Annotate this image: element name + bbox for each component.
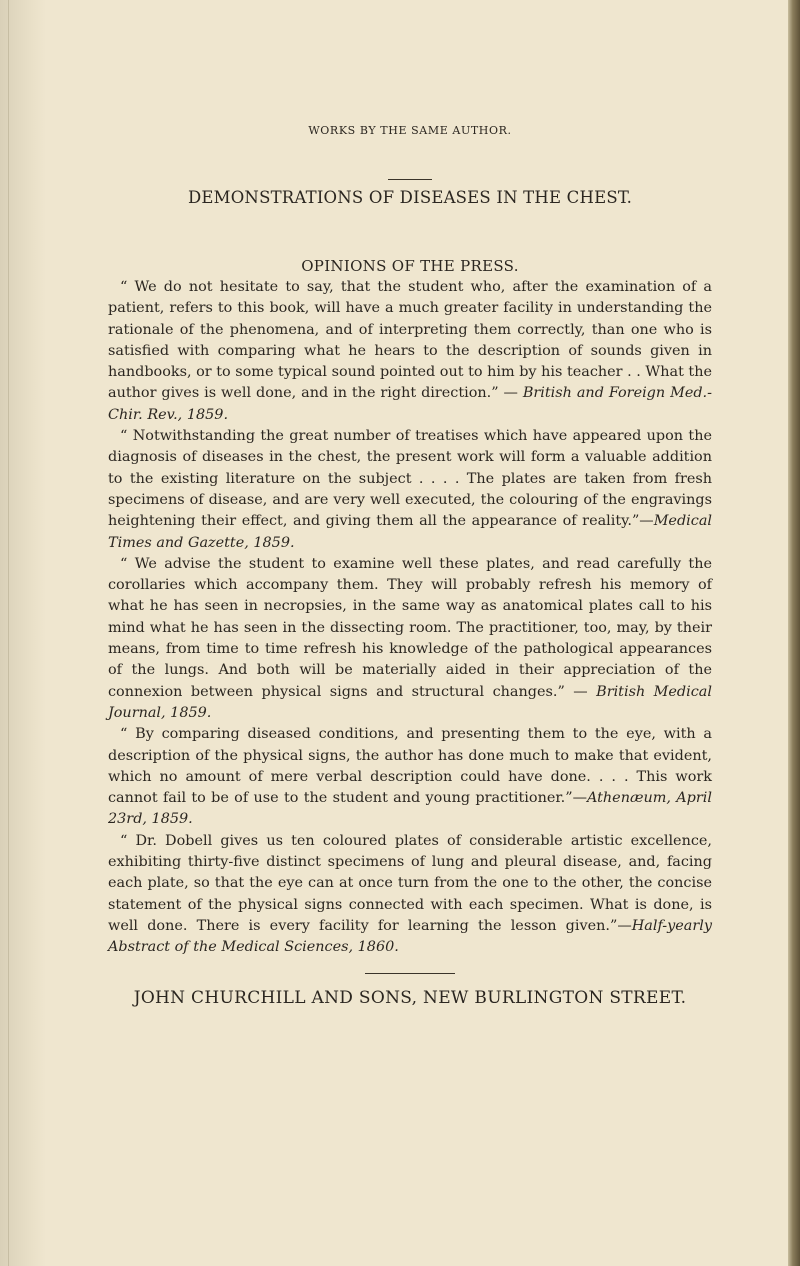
page-edge-left: [0, 0, 46, 1266]
review-3: [108, 554, 712, 724]
review-source: Medical Times and Gazette, 1859.: [108, 513, 712, 551]
publisher-imprint: JOHN CHURCHILL AND SONS, NEW BURLINGTON STREET.: [133, 987, 687, 1008]
footer-rule: [365, 973, 455, 974]
review-text: “ By comparing diseased conditions, and presenting them to the eye, with a description of the physical signs, the author has done much to make that evident, which no amount of mere verbal description could have done. . . . This work cannot fail to be of use to the student and young practitioner.”—: [108, 726, 712, 807]
review-text: “ We advise the student to examine well these plates, and read carefully the corollaries which accompany them. They will probably refresh his memory of what he has seen in necropsies, in the same way as anatomical plates call to his mind what he has seen in the dissecting room. The practitioner, too, may, by their means, from time to time refresh his knowledge of the pathological appearances of the lungs. And both will be materially aided in their appreciation of the connexion between physical signs and structural changes.” —: [108, 555, 712, 700]
page-content: [108, 124, 712, 1008]
running-header: WORKS BY THE SAME AUTHOR.: [308, 124, 512, 137]
review-source: British and Foreign Med.-Chir. Rev., 1859.: [108, 385, 712, 423]
header-rule: [388, 179, 432, 180]
review-source: Half-yearly Abstract of the Medical Sciences, 1860.: [108, 917, 712, 956]
review-source: Athenæum, April 23rd, 1859.: [108, 790, 712, 828]
book-title: DEMONSTRATIONS OF DISEASES IN THE CHEST.: [187, 188, 633, 207]
section-title: OPINIONS OF THE PRESS.: [301, 257, 519, 275]
review-text: “ Notwithstanding the great number of treatises which have appeared upon the diagnosis of diseases in the chest, the present work will form a valuable addition to the existing literature on the subject . . . . The plates are taken from fresh specimens of disease, and are very well executed, the colouring of the engravings heightening their effect, and giving them all the appearance of reality.”—: [108, 428, 712, 530]
review-2: [108, 426, 712, 554]
review-text: “ Dr. Dobell gives us ten coloured plates of considerable artistic excellence, exhibiting thirty-five distinct specimens of lung and pleural disease, and, facing each plate, so that the eye can at once turn from the one to the other, the concise statement of the physical signs connected with each specimen. What is done, is well done. There is every facility for learning the lesson given.”—: [108, 832, 712, 934]
review-text: “ We do not hesitate to say, that the student who, after the examination of a patient, refers to this book, will have a much greater facility in understanding the rationale of the phenomena, and of interpreting them correctly, than one who is satisfied with comparing what he hears to the description of sounds given in handbooks, or to some typical sound pointed out to him by his teacher . . What the author gives is well done, and in the right direction.” —: [108, 279, 712, 402]
review-1: [108, 277, 712, 426]
page-edge-right: [788, 0, 800, 1266]
review-4: [108, 724, 712, 830]
review-source: British Medical Journal, 1859.: [108, 683, 712, 721]
review-5: [108, 831, 712, 959]
